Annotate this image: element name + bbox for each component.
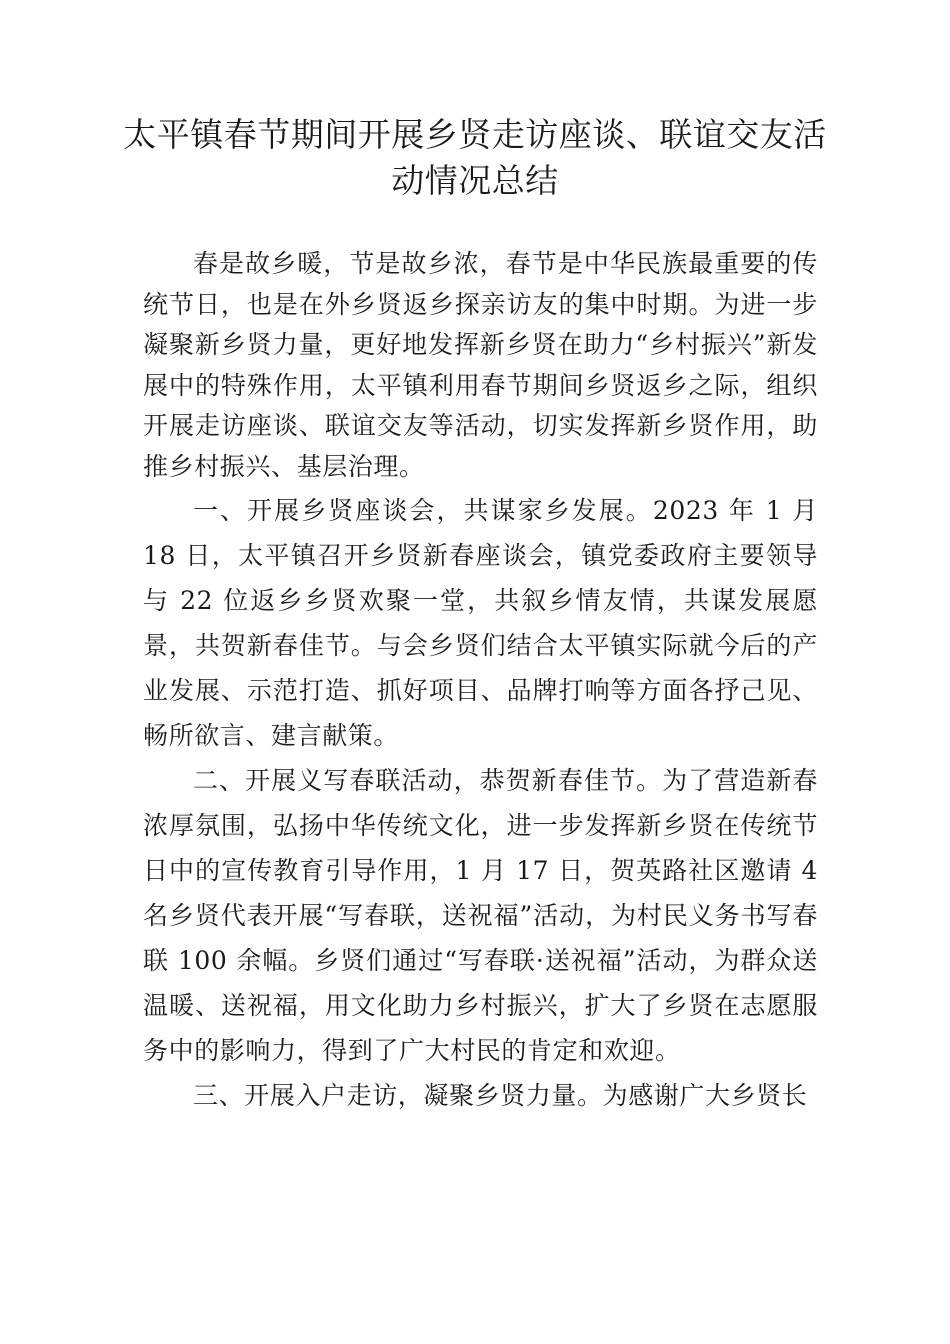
paragraph-section-1: 一、开展乡贤座谈会，共谋家乡发展。2023 年 1 月 18 日，太平镇召开乡贤新春座谈会，镇党委政府主要领导与 22 位返乡乡贤欢聚一堂，共叙乡情友情，共谋发展愿景，共贺新春佳节。与会乡贤们结合太平镇实际就今后的产业发展、示范打造、抓好项目、品牌打响等方面各抒己见、畅所欲言、建言献策。	[143, 495, 818, 750]
document-body	[143, 244, 818, 1118]
paragraph-intro: 春是故乡暖，节是故乡浓，春节是中华民族最重要的传统节日，也是在外乡贤返乡探亲访友的集中时期。为进一步凝聚新乡贤力量，更好地发挥新乡贤在助力“乡村振兴”新发展中的特殊作用，太平镇利用春节期间乡贤返乡之际，组织开展走访座谈、联谊交友等活动，切实发挥新乡贤作用，助推乡村振兴、基层治理。	[143, 249, 818, 481]
document-title: 太平镇春节期间开展乡贤走访座谈、联谊交友活动情况总结	[123, 115, 827, 200]
paragraph-section-2: 二、开展义写春联活动，恭贺新春佳节。为了营造新春浓厚氛围，弘扬中华传统文化，进一步发挥新乡贤在传统节日中的宣传教育引导作用，1 月 17 日，贺英路社区邀请 4 名乡贤代表开展“写春联，送祝福”活动，为村民义务书写春联 100 余幅。乡贤们通过“写春联·送祝福”活动，为群众送温暖、送祝福，用文化助力乡村振兴，扩大了乡贤在志愿服务中的影响力，得到了广大村民的肯定和欢迎。	[143, 765, 818, 1065]
paragraph-section-3: 三、开展入户走访，凝聚乡贤力量。为感谢广大乡贤长	[193, 1080, 808, 1110]
